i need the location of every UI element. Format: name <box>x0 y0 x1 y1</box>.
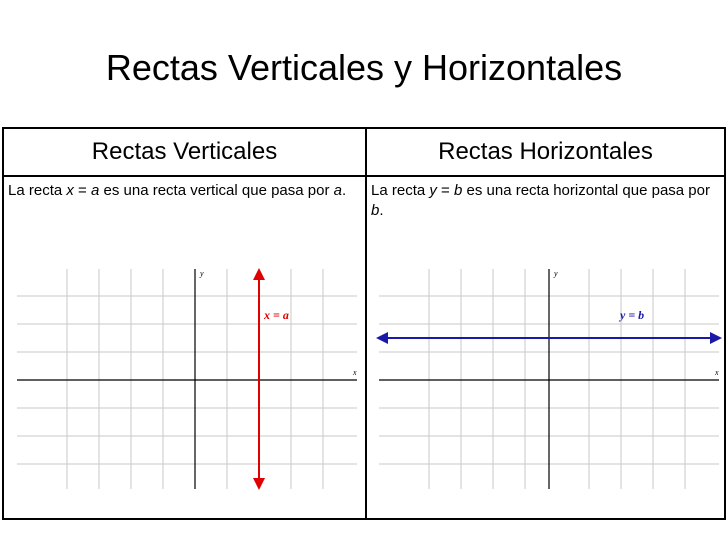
arrow-left-icon <box>376 332 388 344</box>
x-axis-label: x <box>353 368 357 377</box>
arrow-up-icon <box>253 268 265 280</box>
vertical-line-label: x = a <box>264 308 289 322</box>
vertical-line-graph <box>12 264 362 494</box>
x-axis-label: x <box>715 368 719 377</box>
horizontal-lines-description: La recta y = b es una recta horizontal que pasa por b. <box>371 182 710 219</box>
horizontal-lines-heading: Rectas Horizontales <box>438 138 653 165</box>
slide-title: Rectas Verticales y Horizontales <box>105 47 623 88</box>
column-divider <box>365 129 367 518</box>
y-axis-label: y <box>200 269 204 278</box>
comparison-table <box>2 127 726 520</box>
header-divider <box>4 175 724 177</box>
arrow-right-icon <box>710 332 722 344</box>
vertical-lines-heading: Rectas Verticales <box>91 138 278 165</box>
y-axis-label: y <box>554 269 558 278</box>
vertical-lines-description: La recta x = a es una recta vertical que pasa por a. <box>8 182 347 199</box>
arrow-down-icon <box>253 478 265 490</box>
horizontal-line-label: y = b <box>620 308 645 322</box>
horizontal-line-graph <box>374 264 724 494</box>
grid <box>17 269 357 489</box>
